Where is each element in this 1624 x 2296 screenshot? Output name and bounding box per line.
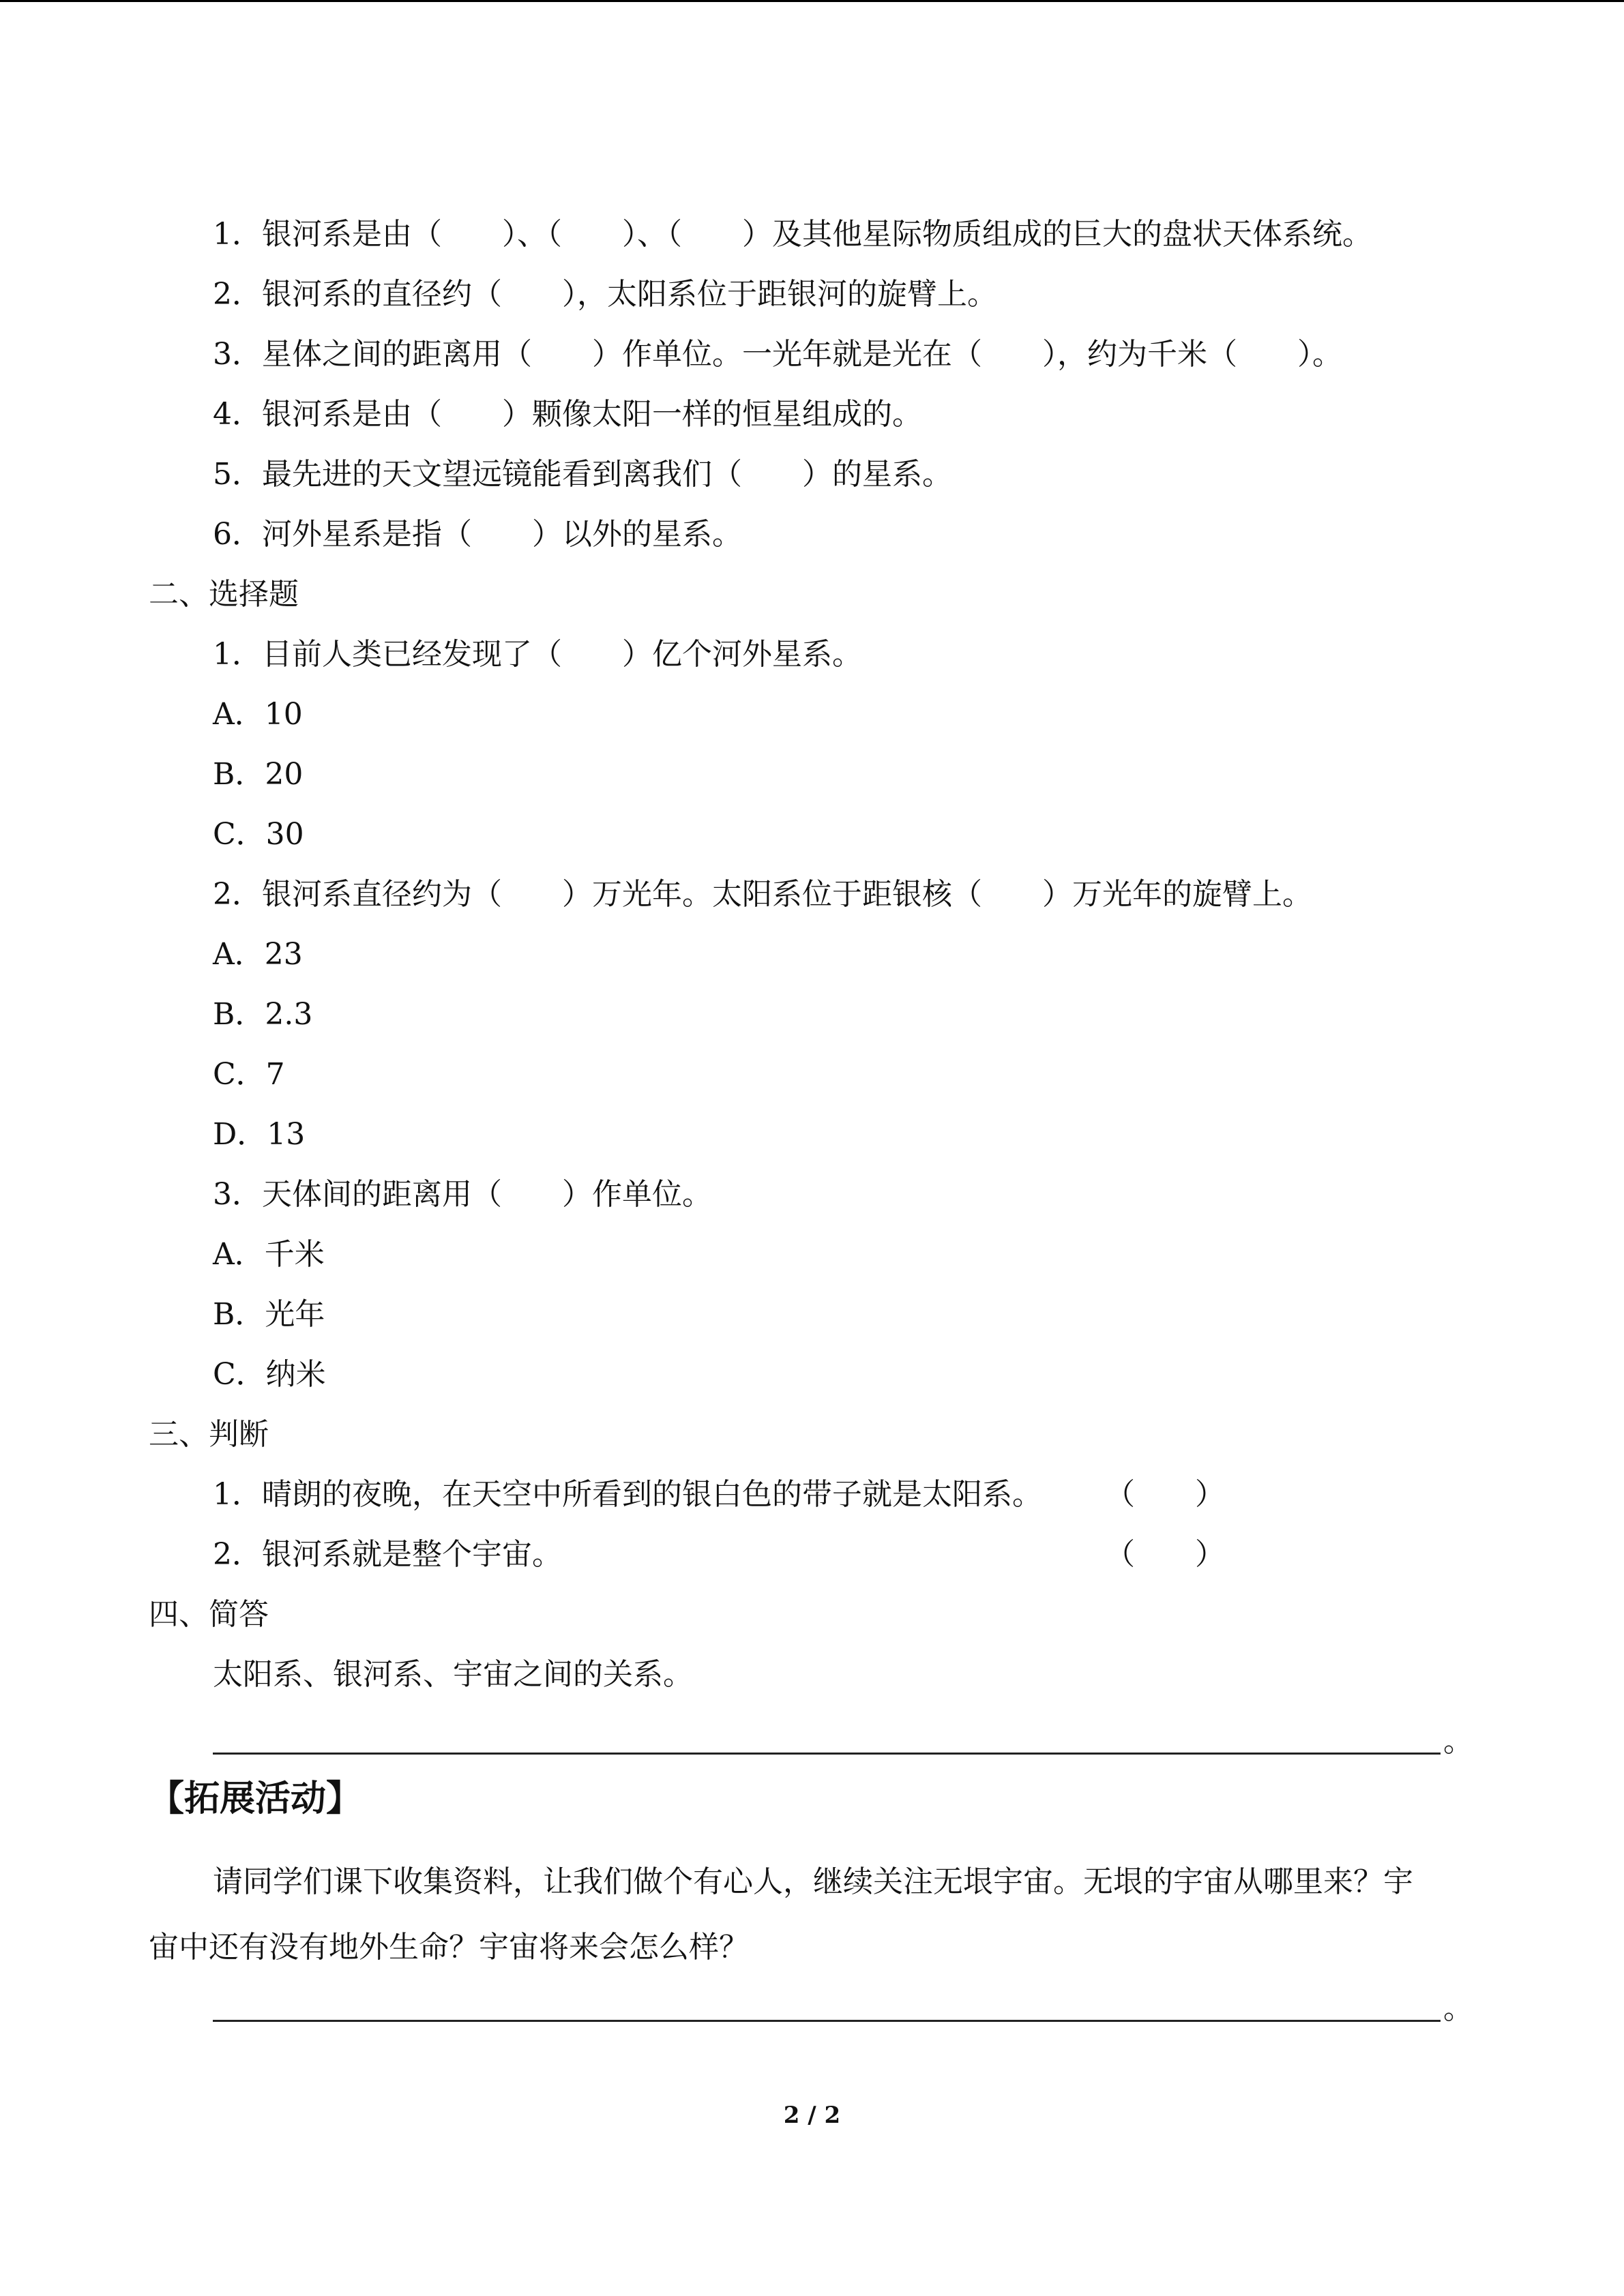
choice-question-1: 1．目前人类已经发现了（ ）亿个河外星系。 [213,637,862,672]
extension-answer-line[interactable] [213,2020,1441,2022]
choice-option: C．7 [213,1057,285,1092]
choice-option: B．2.3 [213,997,313,1032]
section-title-short-answer: 四、简答 [149,1597,269,1632]
fill-blank-item-3: 3．星体之间的距离用（ ）作单位。一光年就是光在（ ），约为千米（ ）。 [213,337,1342,372]
choice-option: A．千米 [213,1237,325,1272]
fill-blank-item-2: 2．银河系的直径约（ ），太阳系位于距银河的旋臂上。 [213,277,997,312]
section-title-judge: 三、判断 [149,1417,269,1452]
judge-item-2-bracket[interactable]: （ ） [1105,1537,1225,1572]
choice-option: B．光年 [213,1297,325,1332]
choice-option: A．23 [213,937,303,972]
choice-question-3: 3．天体间的距离用（ ）作单位。 [213,1177,712,1212]
choice-option: B．20 [213,757,304,792]
fill-blank-item-1: 1．银河系是由（ ）、（ ）、（ ）及其他星际物质组成的巨大的盘状天体系统。 [213,217,1372,252]
choice-option: C．纳米 [213,1357,326,1392]
short-answer-line[interactable] [213,1753,1441,1755]
choice-option: D．13 [213,1117,306,1152]
choice-option: A．10 [213,697,303,732]
section-title-choice: 二、选择题 [149,577,299,612]
judge-item-2-text: 2．银河系就是整个宇宙。 [213,1537,562,1572]
choice-option: C．30 [213,817,304,852]
fill-blank-item-4: 4．银河系是由（ ）颗像太阳一样的恒星组成的。 [213,397,922,432]
short-answer-question: 太阳系、银河系、宇宙之间的关系。 [213,1657,693,1692]
judge-item-1-bracket[interactable]: （ ） [1105,1477,1225,1512]
judge-item-1-text: 1．晴朗的夜晚，在天空中所看到的银白色的带子就是太阳系。 [213,1477,1042,1512]
extension-heading: 【拓展活动】 [149,1778,362,1819]
choice-question-2: 2．银河系直径约为（ ）万光年。太阳系位于距银核（ ）万光年的旋臂上。 [213,877,1312,912]
fill-blank-item-5: 5．最先进的天文望远镜能看到离我们（ ）的星系。 [213,457,952,492]
fill-blank-item-6: 6．河外星系是指（ ）以外的星系。 [213,517,742,552]
extension-text: 请同学们课下收集资料，让我们做个有心人，继续关注无垠宇宙。无垠的宇宙从哪里来？宇宙中还有没有地外生命？宇宙将来会怎么样？ [149,1864,1413,1965]
page-number: 2 / 2 [783,2102,841,2129]
short-answer-end-mark: 。 [1443,1724,1473,1759]
extension-end-mark: 。 [1443,1991,1473,2026]
